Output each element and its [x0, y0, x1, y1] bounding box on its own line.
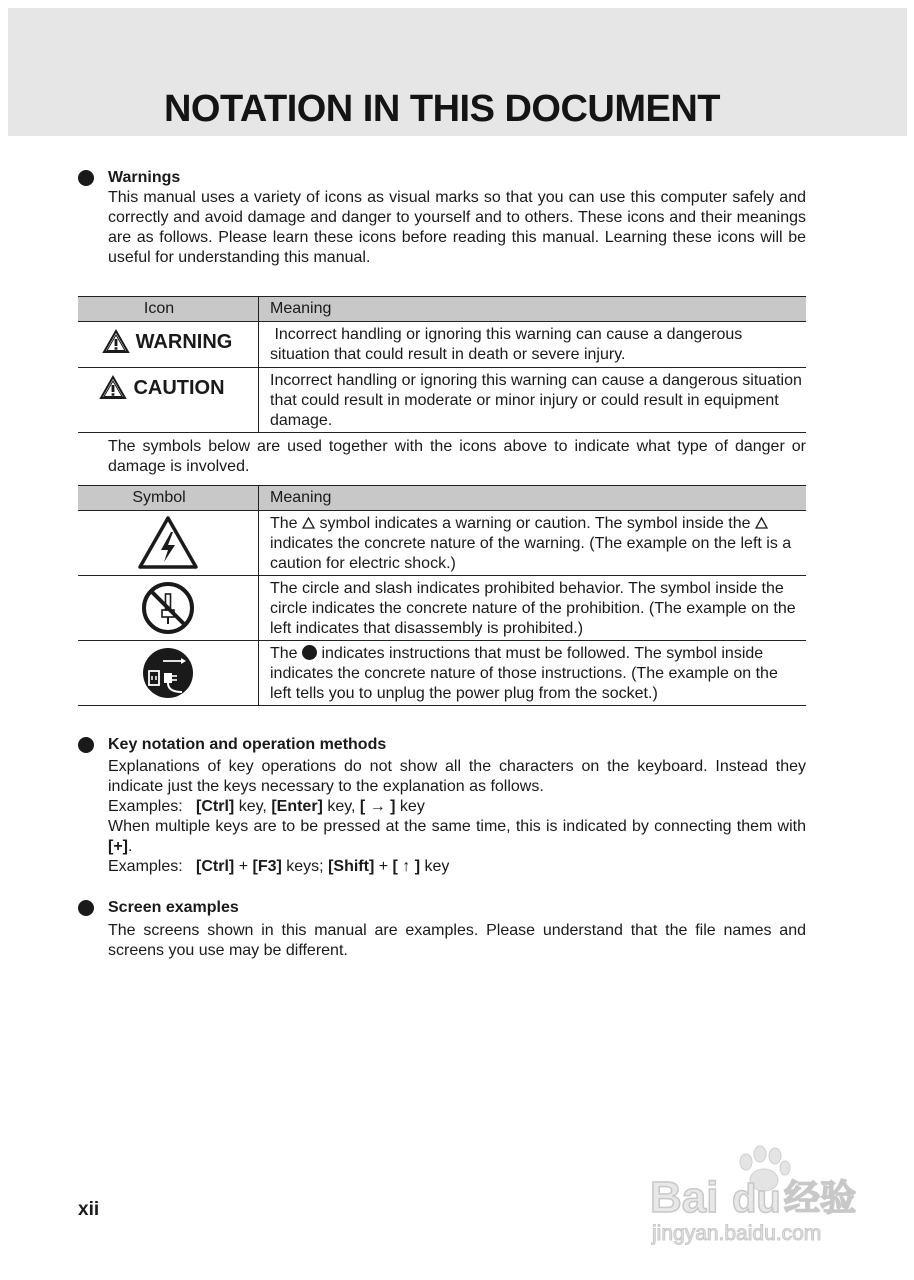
unplug-instruction-icon	[141, 646, 195, 700]
warning-triangle-icon	[102, 329, 130, 354]
watermark-cn: 经验	[784, 1178, 857, 1219]
page-number: xii	[78, 1199, 100, 1220]
triangle-icon	[755, 517, 768, 529]
table-row	[78, 576, 806, 641]
bullet-icon	[78, 170, 94, 186]
warning-meaning: Incorrect handling or ignoring this warning can cause a dangerous situation that could result in death or severe injury.	[259, 322, 807, 368]
symbols-intro: The symbols below are used together with the icons above to indicate what type of danger or damage is involved.	[108, 438, 806, 475]
table-row	[78, 322, 806, 368]
warnings-section	[78, 168, 806, 268]
key-example-2	[108, 857, 806, 877]
warning-label: WARNING	[135, 330, 233, 353]
caution-triangle-icon	[99, 375, 127, 400]
examples-label: Examples:	[108, 858, 183, 875]
table-row	[78, 641, 806, 706]
key-notation-heading: Key notation and operation methods	[108, 736, 387, 753]
shock-meaning	[259, 511, 807, 576]
key-shift: [Shift]	[328, 858, 375, 875]
filled-circle-icon	[302, 645, 317, 660]
meaning-col-header: Meaning	[259, 486, 807, 511]
key-right-arrow: [ → ]	[359, 798, 396, 815]
shock-meaning-part: The	[270, 515, 303, 532]
warning-signal-word	[102, 329, 233, 354]
key-ctrl: [Ctrl]	[196, 858, 235, 875]
examples-label: Examples:	[108, 798, 183, 815]
key-text: key,	[234, 798, 272, 815]
warnings-heading: Warnings	[108, 169, 181, 186]
key-ctrl: [Ctrl]	[196, 798, 235, 815]
unplug-meaning-part: indicates instructions that must be followed. The symbol inside indicates the concrete nature of those instructions. (The example on the left tells you to unplug the power plug from the socket.)	[270, 645, 778, 702]
key-text: key	[420, 858, 450, 875]
key-text: keys;	[281, 858, 329, 875]
key-example-1	[108, 797, 806, 817]
table-row	[78, 368, 806, 433]
caution-label: CAUTION	[133, 376, 225, 399]
key-text: +	[374, 858, 393, 875]
multi-key-end: .	[128, 838, 133, 855]
key-enter: [Enter]	[271, 798, 323, 815]
symbol-col-header: Symbol	[78, 486, 259, 511]
key-up-arrow: [ ↑ ]	[392, 858, 421, 875]
symbol-table	[78, 485, 806, 706]
multi-key-text	[108, 817, 806, 857]
key-notation-body: Explanations of key operations do not show all the characters on the keyboard. Instead they indicate just the keys necessary to the explanation as follows.	[108, 758, 806, 795]
bullet-icon	[78, 737, 94, 753]
screen-examples-section	[78, 898, 806, 961]
caution-meaning: Incorrect handling or ignoring this warning can cause a dangerous situation that could result in moderate or minor injury or could result in equipment damage.	[259, 368, 807, 433]
baidu-paw-logo	[648, 1140, 868, 1250]
unplug-cell	[78, 641, 258, 705]
multi-key-sentence: When multiple keys are to be pressed at the same time, this is indicated by connecting them with	[108, 818, 806, 835]
key-plus: [+]	[108, 838, 128, 855]
shock-meaning-part: symbol indicates a warning or caution. The symbol inside the	[315, 515, 755, 532]
unplug-meaning	[259, 641, 807, 706]
screen-examples-heading: Screen examples	[108, 899, 239, 916]
unplug-meaning-part: The	[270, 645, 303, 662]
electric-shock-cell	[78, 511, 258, 575]
page-title: NOTATION IN THIS DOCUMENT	[163, 88, 721, 130]
icon-table	[78, 296, 806, 433]
key-text: key	[395, 798, 425, 815]
icon-col-header: Icon	[78, 297, 259, 322]
table-row	[78, 511, 806, 576]
prohibit-meaning: The circle and slash indicates prohibited behavior. The symbol inside the circle indicates the concrete nature of the prohibition. (The example on the left indicates that disassembly is prohibited.)	[259, 576, 807, 641]
watermark-brand-2: du	[732, 1177, 781, 1221]
warnings-body: This manual uses a variety of icons as visual marks so that you can use this computer safely and correctly and avoid damage and danger to yourself and to others. These icons and their meanings are as follows. Please learn these icons before reading this manual. Learning these icons will be useful for understanding this manual.	[108, 189, 806, 266]
key-notation-section	[78, 735, 806, 877]
key-text: +	[234, 858, 253, 875]
shock-meaning-part: indicates the concrete nature of the warning. (The example on the left is a caution for electric shock.)	[270, 535, 792, 572]
baidu-watermark	[648, 1140, 868, 1250]
triangle-icon	[302, 517, 315, 529]
no-disassembly-icon	[140, 580, 196, 636]
key-f3: [F3]	[252, 858, 282, 875]
screen-examples-body: The screens shown in this manual are examples. Please understand that the file names and screens you use may be different.	[108, 922, 806, 959]
key-text: key,	[322, 798, 360, 815]
watermark-url: jingyan.baidu.com	[652, 1222, 822, 1245]
meaning-col-header: Meaning	[259, 297, 807, 322]
caution-signal-word	[99, 375, 224, 400]
no-disassembly-cell	[78, 576, 258, 640]
watermark-brand: Bai	[650, 1173, 719, 1222]
bullet-icon	[78, 900, 94, 916]
electric-shock-warning-icon	[137, 515, 199, 571]
